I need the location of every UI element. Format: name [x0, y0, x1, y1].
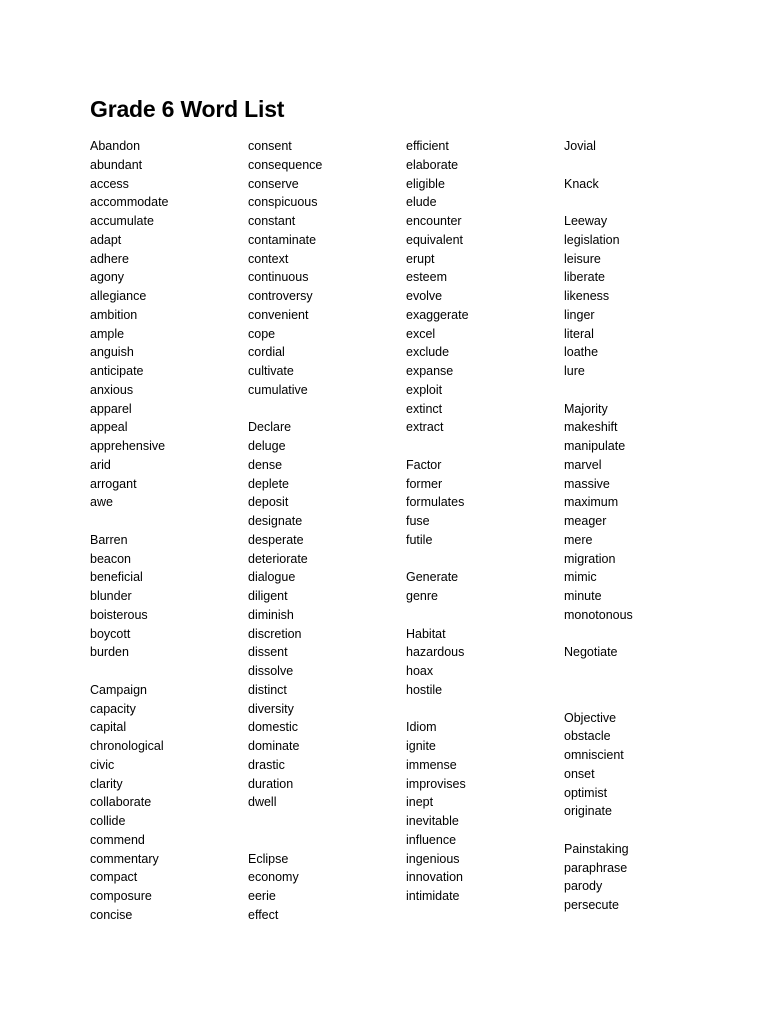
word-list-item: lure [564, 364, 585, 378]
group-spacer [564, 625, 714, 644]
word-list-item: capacity [90, 701, 136, 716]
group-spacer [406, 700, 556, 719]
word-list-item: accommodate [90, 195, 169, 210]
word-list-item: duration [248, 776, 294, 791]
word-list-item: Declare [248, 420, 292, 435]
word-list-item: dense [248, 457, 283, 472]
word-list-item: exploit [406, 382, 443, 397]
word-list-item: adapt [90, 232, 122, 247]
word-list-item: cumulative [248, 382, 308, 397]
word-list-item: apprehensive [90, 439, 166, 453]
word-list-item: likeness [564, 289, 610, 303]
word-list-item: adhere [90, 251, 129, 266]
word-list-item: economy [248, 870, 299, 885]
word-list-item: formulates [406, 495, 465, 510]
word-column-1 [90, 137, 240, 925]
word-list-item: concise [90, 907, 133, 922]
word-list-item: hoax [406, 664, 434, 678]
word-list-item: convenient [248, 307, 309, 322]
word-list-item: parody [564, 879, 603, 894]
word-list-item: expanse [406, 364, 454, 378]
word-list-item: eligible [406, 176, 445, 191]
word-list-item: migration [564, 551, 616, 566]
word-list-item: Leeway [564, 214, 608, 228]
word-list-item: ample [90, 326, 125, 341]
word-column-3 [406, 137, 556, 906]
word-list-item: massive [564, 476, 610, 491]
word-list-item: conserve [248, 176, 299, 191]
word-list-item: literal [564, 326, 594, 341]
word-list-item: Objective [564, 710, 617, 725]
word-list-item: Majority [564, 401, 608, 416]
word-list-item: commentary [90, 851, 159, 866]
word-list-item: legislation [564, 232, 620, 247]
word-list-item: contaminate [248, 232, 317, 247]
word-list-item: hostile [406, 682, 443, 697]
word-list-item: persecute [564, 898, 619, 912]
word-list-item: efficient [406, 139, 449, 153]
word-list-item: cultivate [248, 364, 294, 378]
word-list-item: maximum [564, 495, 619, 510]
word-list-item: apparel [90, 401, 132, 416]
word-list-item: originate [564, 804, 612, 819]
group-spacer [564, 821, 714, 840]
word-list-item: dominate [248, 739, 300, 753]
word-list-item: drastic [248, 757, 285, 772]
word-list-item: former [406, 476, 443, 491]
word-list-item: allegiance [90, 289, 147, 303]
word-list-item: immense [406, 757, 457, 772]
word-list-item: manipulate [564, 439, 626, 453]
word-list-item: influence [406, 832, 457, 847]
word-list-item: appeal [90, 420, 128, 435]
group-spacer [564, 662, 714, 700]
word-list-item: elude [406, 195, 437, 210]
word-list-item: consequence [248, 157, 323, 172]
word-list-item: composure [90, 889, 152, 903]
group-spacer [406, 606, 556, 625]
word-list-item: Eclipse [248, 851, 289, 866]
word-list-item: effect [248, 907, 279, 922]
word-list-item: consent [248, 139, 292, 153]
word-list-item: diminish [248, 607, 294, 622]
word-list-item: Barren [90, 532, 128, 547]
word-list-item: makeshift [564, 420, 618, 435]
word-list-item: esteem [406, 270, 447, 285]
word-list-item: ingenious [406, 851, 460, 866]
group-spacer [248, 400, 398, 419]
word-list-item: dissolve [248, 664, 294, 678]
word-list-item: conspicuous [248, 195, 318, 210]
word-list-item: anxious [90, 382, 134, 397]
word-list-item: Generate [406, 570, 459, 585]
word-list-item: mere [564, 532, 593, 547]
word-list-item: diversity [248, 701, 294, 716]
word-list-item: exaggerate [406, 307, 469, 322]
word-list-item: Factor [406, 457, 442, 472]
word-column-2 [248, 137, 398, 925]
word-list-item: genre [406, 589, 438, 603]
group-spacer [564, 381, 714, 400]
word-list-item: exclude [406, 345, 450, 360]
word-list-item: boycott [90, 626, 131, 641]
word-list-item: Idiom [406, 720, 437, 735]
word-list-item: encounter [406, 214, 462, 228]
word-list-item: capital [90, 720, 127, 735]
group-spacer [248, 812, 398, 850]
group-spacer [564, 156, 714, 175]
word-list-item: arid [90, 457, 111, 472]
word-list-item: agony [90, 270, 125, 285]
word-list-item: erupt [406, 251, 435, 266]
word-list-item: deposit [248, 495, 289, 510]
word-list-item: accumulate [90, 214, 154, 228]
word-list-item: arrogant [90, 476, 137, 491]
word-list-item: diligent [248, 589, 288, 603]
word-list-item: futile [406, 532, 433, 547]
word-list-item: linger [564, 307, 595, 322]
word-list-item: improvises [406, 776, 466, 791]
word-list-item: access [90, 176, 129, 191]
word-list-item: deplete [248, 476, 290, 491]
word-list-item: abundant [90, 157, 143, 172]
word-list-item: awe [90, 495, 113, 510]
word-list-item: intimidate [406, 889, 460, 903]
word-list-item: obstacle [564, 729, 611, 744]
word-list-item: constant [248, 214, 296, 228]
word-list-item: marvel [564, 457, 602, 472]
word-list-item: controversy [248, 289, 313, 303]
word-list-item: inept [406, 795, 434, 810]
word-list-item: beacon [90, 551, 132, 566]
word-list-item: ambition [90, 307, 138, 322]
word-list-item: evolve [406, 289, 443, 303]
word-list-item: civic [90, 757, 115, 772]
word-list-item: collaborate [90, 795, 152, 810]
word-list-item: excel [406, 326, 436, 341]
word-list-item: extract [406, 420, 444, 435]
word-list-item: onset [564, 766, 595, 781]
word-list-item: context [248, 251, 289, 266]
word-list-item: elaborate [406, 157, 459, 172]
group-spacer [90, 512, 240, 531]
word-list-item: innovation [406, 870, 463, 885]
word-list-item: dissent [248, 645, 288, 660]
word-list-item: cope [248, 326, 276, 341]
word-list-item: designate [248, 514, 303, 528]
word-list-item: burden [90, 645, 129, 660]
word-list-item: inevitable [406, 814, 459, 828]
word-list-item: discretion [248, 626, 302, 641]
word-list-item: optimist [564, 785, 608, 800]
word-list-item: Campaign [90, 682, 147, 697]
word-list-item: deluge [248, 439, 286, 453]
word-list-item: mimic [564, 570, 597, 585]
word-list-item: dwell [248, 795, 277, 810]
word-list-item: distinct [248, 682, 287, 697]
word-list-item: commend [90, 832, 145, 847]
word-list-item: loathe [564, 345, 599, 360]
word-list-item: dialogue [248, 570, 296, 585]
word-list-item: Painstaking [564, 841, 629, 856]
word-list-item: boisterous [90, 607, 148, 622]
word-list-item: cordial [248, 345, 285, 360]
word-list-item: deteriorate [248, 551, 308, 566]
word-list-item: meager [564, 514, 607, 528]
group-spacer [406, 437, 556, 456]
page-title: Grade 6 Word List [90, 96, 285, 122]
word-list-item: desperate [248, 532, 304, 547]
word-list-item: Abandon [90, 139, 141, 153]
word-list-item: liberate [564, 270, 605, 285]
word-list-item: anticipate [90, 364, 144, 378]
word-list-item: compact [90, 870, 138, 885]
word-list-item: chronological [90, 739, 164, 753]
word-list-item: Negotiate [564, 645, 618, 660]
group-spacer [90, 662, 240, 681]
word-list-item: collide [90, 814, 126, 828]
word-list-item: Habitat [406, 626, 446, 641]
word-list-item: beneficial [90, 570, 143, 585]
word-list-item: anguish [90, 345, 134, 360]
word-list-item: blunder [90, 589, 132, 603]
word-list-item: monotonous [564, 607, 633, 622]
word-list-item: ignite [406, 739, 436, 753]
group-spacer [406, 550, 556, 569]
word-column-4 [564, 137, 714, 915]
word-list-item: minute [564, 589, 602, 603]
word-list-item: fuse [406, 514, 430, 528]
word-list-item: domestic [248, 720, 299, 735]
word-list-item: equivalent [406, 232, 463, 247]
word-list-item: extinct [406, 401, 443, 416]
word-list-item: clarity [90, 776, 123, 791]
word-list-item: hazardous [406, 645, 465, 660]
word-list-item: continuous [248, 270, 309, 285]
word-list-item: Knack [564, 176, 599, 191]
group-spacer [564, 700, 714, 709]
word-list-item: omniscient [564, 748, 624, 762]
word-list-item: Jovial [564, 139, 596, 153]
word-list-item: paraphrase [564, 860, 628, 875]
group-spacer [564, 193, 714, 212]
word-list-item: leisure [564, 251, 601, 266]
word-list-item: eerie [248, 889, 276, 903]
